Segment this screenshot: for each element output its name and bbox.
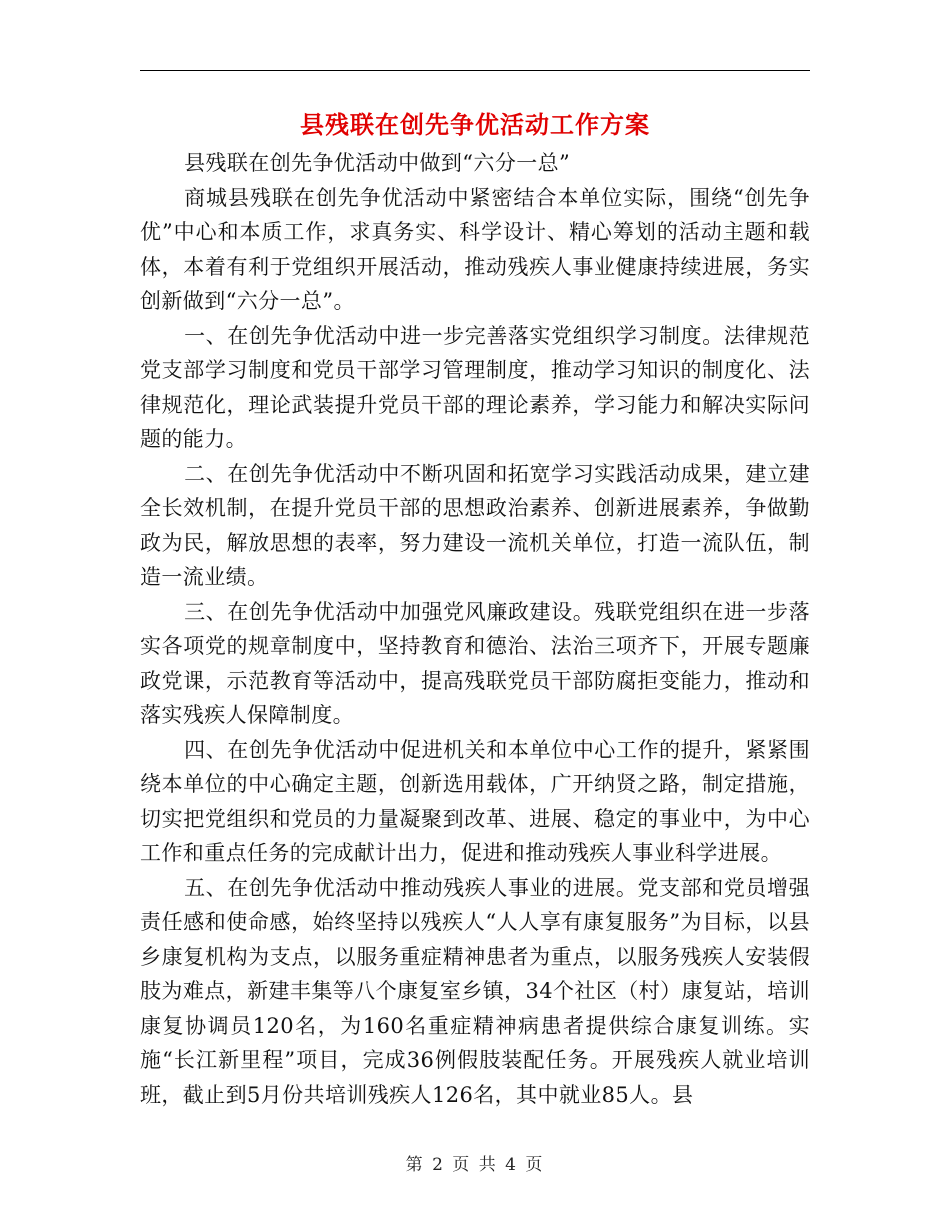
- paragraph-intro: 商城县残联在创先争优活动中紧密结合本单位实际，围绕“创先争优”中心和本质工作，求真务实、科学设计、精心筹划的活动主题和载体，本着有利于党组织开展活动，推动残疾人事业健康持续进展，务实创新做到“六分一总”。: [140, 185, 810, 313]
- paragraph-item-4: 四、在创先争优活动中促进机关和本单位中心工作的提升，紧紧围绕本单位的中心确定主题，创新选用载体，广开纳贤之路，制定措施，切实把党组织和党员的力量凝聚到改革、进展、稳定的事业中，为中心工作和重点任务的完成献计出力，促进和推动残疾人事业科学进展。: [140, 737, 810, 865]
- paragraph-item-1: 一、在创先争优活动中进一步完善落实党组织学习制度。法律规范党支部学习制度和党员干部学习管理制度，推动学习知识的制度化、法律规范化，理论武装提升党员干部的理论素养，学习能力和解决实际问题的能力。: [140, 323, 810, 451]
- header-rule: [140, 70, 810, 71]
- page-number-footer: 第 2 页 共 4 页: [405, 1155, 545, 1175]
- paragraph-item-3: 三、在创先争优活动中加强党风廉政建设。残联党组织在进一步落实各项党的规章制度中，坚持教育和德治、法治三项齐下，开展专题廉政党课，示范教育等活动中，提高残联党员干部防腐拒变能力，推动和落实残疾人保障制度。: [140, 599, 810, 727]
- document-body: [140, 146, 810, 1112]
- document-title: 县残联在创先争优活动工作方案: [300, 110, 650, 139]
- paragraph-subtitle: 县残联在创先争优活动中做到“六分一总”: [184, 151, 571, 175]
- paragraph-item-5: 五、在创先争优活动中推动残疾人事业的进展。党支部和党员增强责任感和使命感，始终坚持以残疾人“人人享有康复服务”为目标，以县乡康复机构为支点，以服务重症精神患者为重点，以服务残疾人安装假肢为难点，新建丰集等八个康复室乡镇，34个社区（村）康复站，培训康复协调员120名，为160名重症精神病患者提供综合康复训练。实施“长江新里程”项目，完成36例假肢装配任务。开展残疾人就业培训班，截止到5月份共培训残疾人126名，其中就业85人。县: [140, 875, 810, 1107]
- paragraph-item-2: 二、在创先争优活动中不断巩固和拓宽学习实践活动成果，建立建全长效机制，在提升党员干部的思想政治素养、创新进展素养，争做勤政为民，解放思想的表率，努力建设一流机关单位，打造一流队伍，制造一流业绩。: [140, 461, 810, 589]
